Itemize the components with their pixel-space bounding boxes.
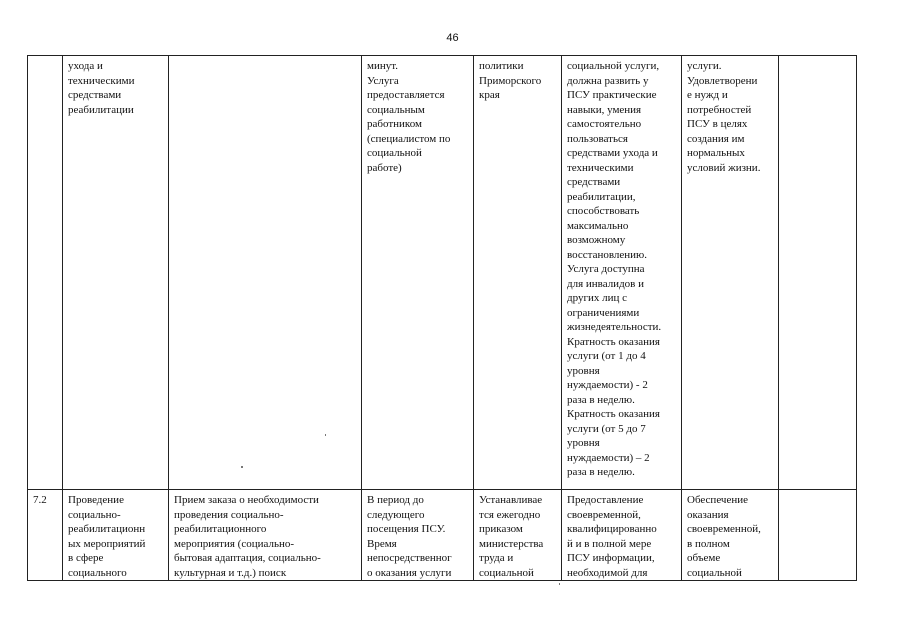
table-cell-service-content: Прием заказа о необходимости проведения социально- реабилитационного мероприятия (социально- бытовая адаптация, социально- культурная и т.д.) поиск bbox=[169, 490, 362, 581]
page-number: 46 bbox=[446, 32, 459, 44]
table-cell-extra bbox=[779, 56, 857, 490]
table-row bbox=[28, 56, 857, 490]
table-cell-number bbox=[28, 56, 63, 490]
table-cell-service-content bbox=[169, 56, 362, 490]
scan-speck bbox=[559, 583, 560, 585]
table-cell-conditions: Обеспечение оказания своевременной, в полном объеме социальной bbox=[682, 490, 779, 581]
table-cell-service-name: ухода и техническими средствами реабилитации bbox=[63, 56, 169, 490]
table-cell-quality-indicators: социальной услуги, должна развить у ПСУ практические навыки, умения самостоятельно пользоваться средствами ухода и техническими средствами реабилитации, способствовать максимально возможному восстановлению. Услуга доступна для инвалидов и других лиц с ограничениями жизнедеятельности. Кратность оказания услуги (от 1 до 4 уровня нуждаемости) - 2 раза в неделю. Кратность оказания услуги (от 5 до 7 уровня нуждаемости) – 2 раза в неделю. bbox=[562, 56, 682, 490]
table-cell-extra bbox=[779, 490, 857, 581]
scan-speck bbox=[325, 434, 326, 436]
table-cell-service-name: Проведение социально- реабилитационн ых мероприятий в сфере социального bbox=[63, 490, 169, 581]
table-cell-quality-indicators: Предоставление своевременной, квалифицированно й и в полной мере ПСУ информации, необходимой для bbox=[562, 490, 682, 581]
table-cell-number: 7.2 bbox=[28, 490, 63, 581]
scan-speck bbox=[241, 466, 243, 468]
table-row bbox=[28, 490, 857, 581]
table-cell-service-cost: политики Приморского края bbox=[474, 56, 562, 490]
table-cell-service-cost: Устанавливае тся ежегодно приказом министерства труда и социальной bbox=[474, 490, 562, 581]
services-table bbox=[27, 55, 857, 581]
table-cell-conditions: услуги. Удовлетворени е нужд и потребностей ПСУ в целях создания им нормальных условий жизни. bbox=[682, 56, 779, 490]
table-cell-service-time: минут. Услуга предоставляется социальным работником (специалистом по социальной работе) bbox=[362, 56, 474, 490]
table-cell-service-time: В период до следующего посещения ПСУ. Время непосредственног о оказания услуги bbox=[362, 490, 474, 581]
